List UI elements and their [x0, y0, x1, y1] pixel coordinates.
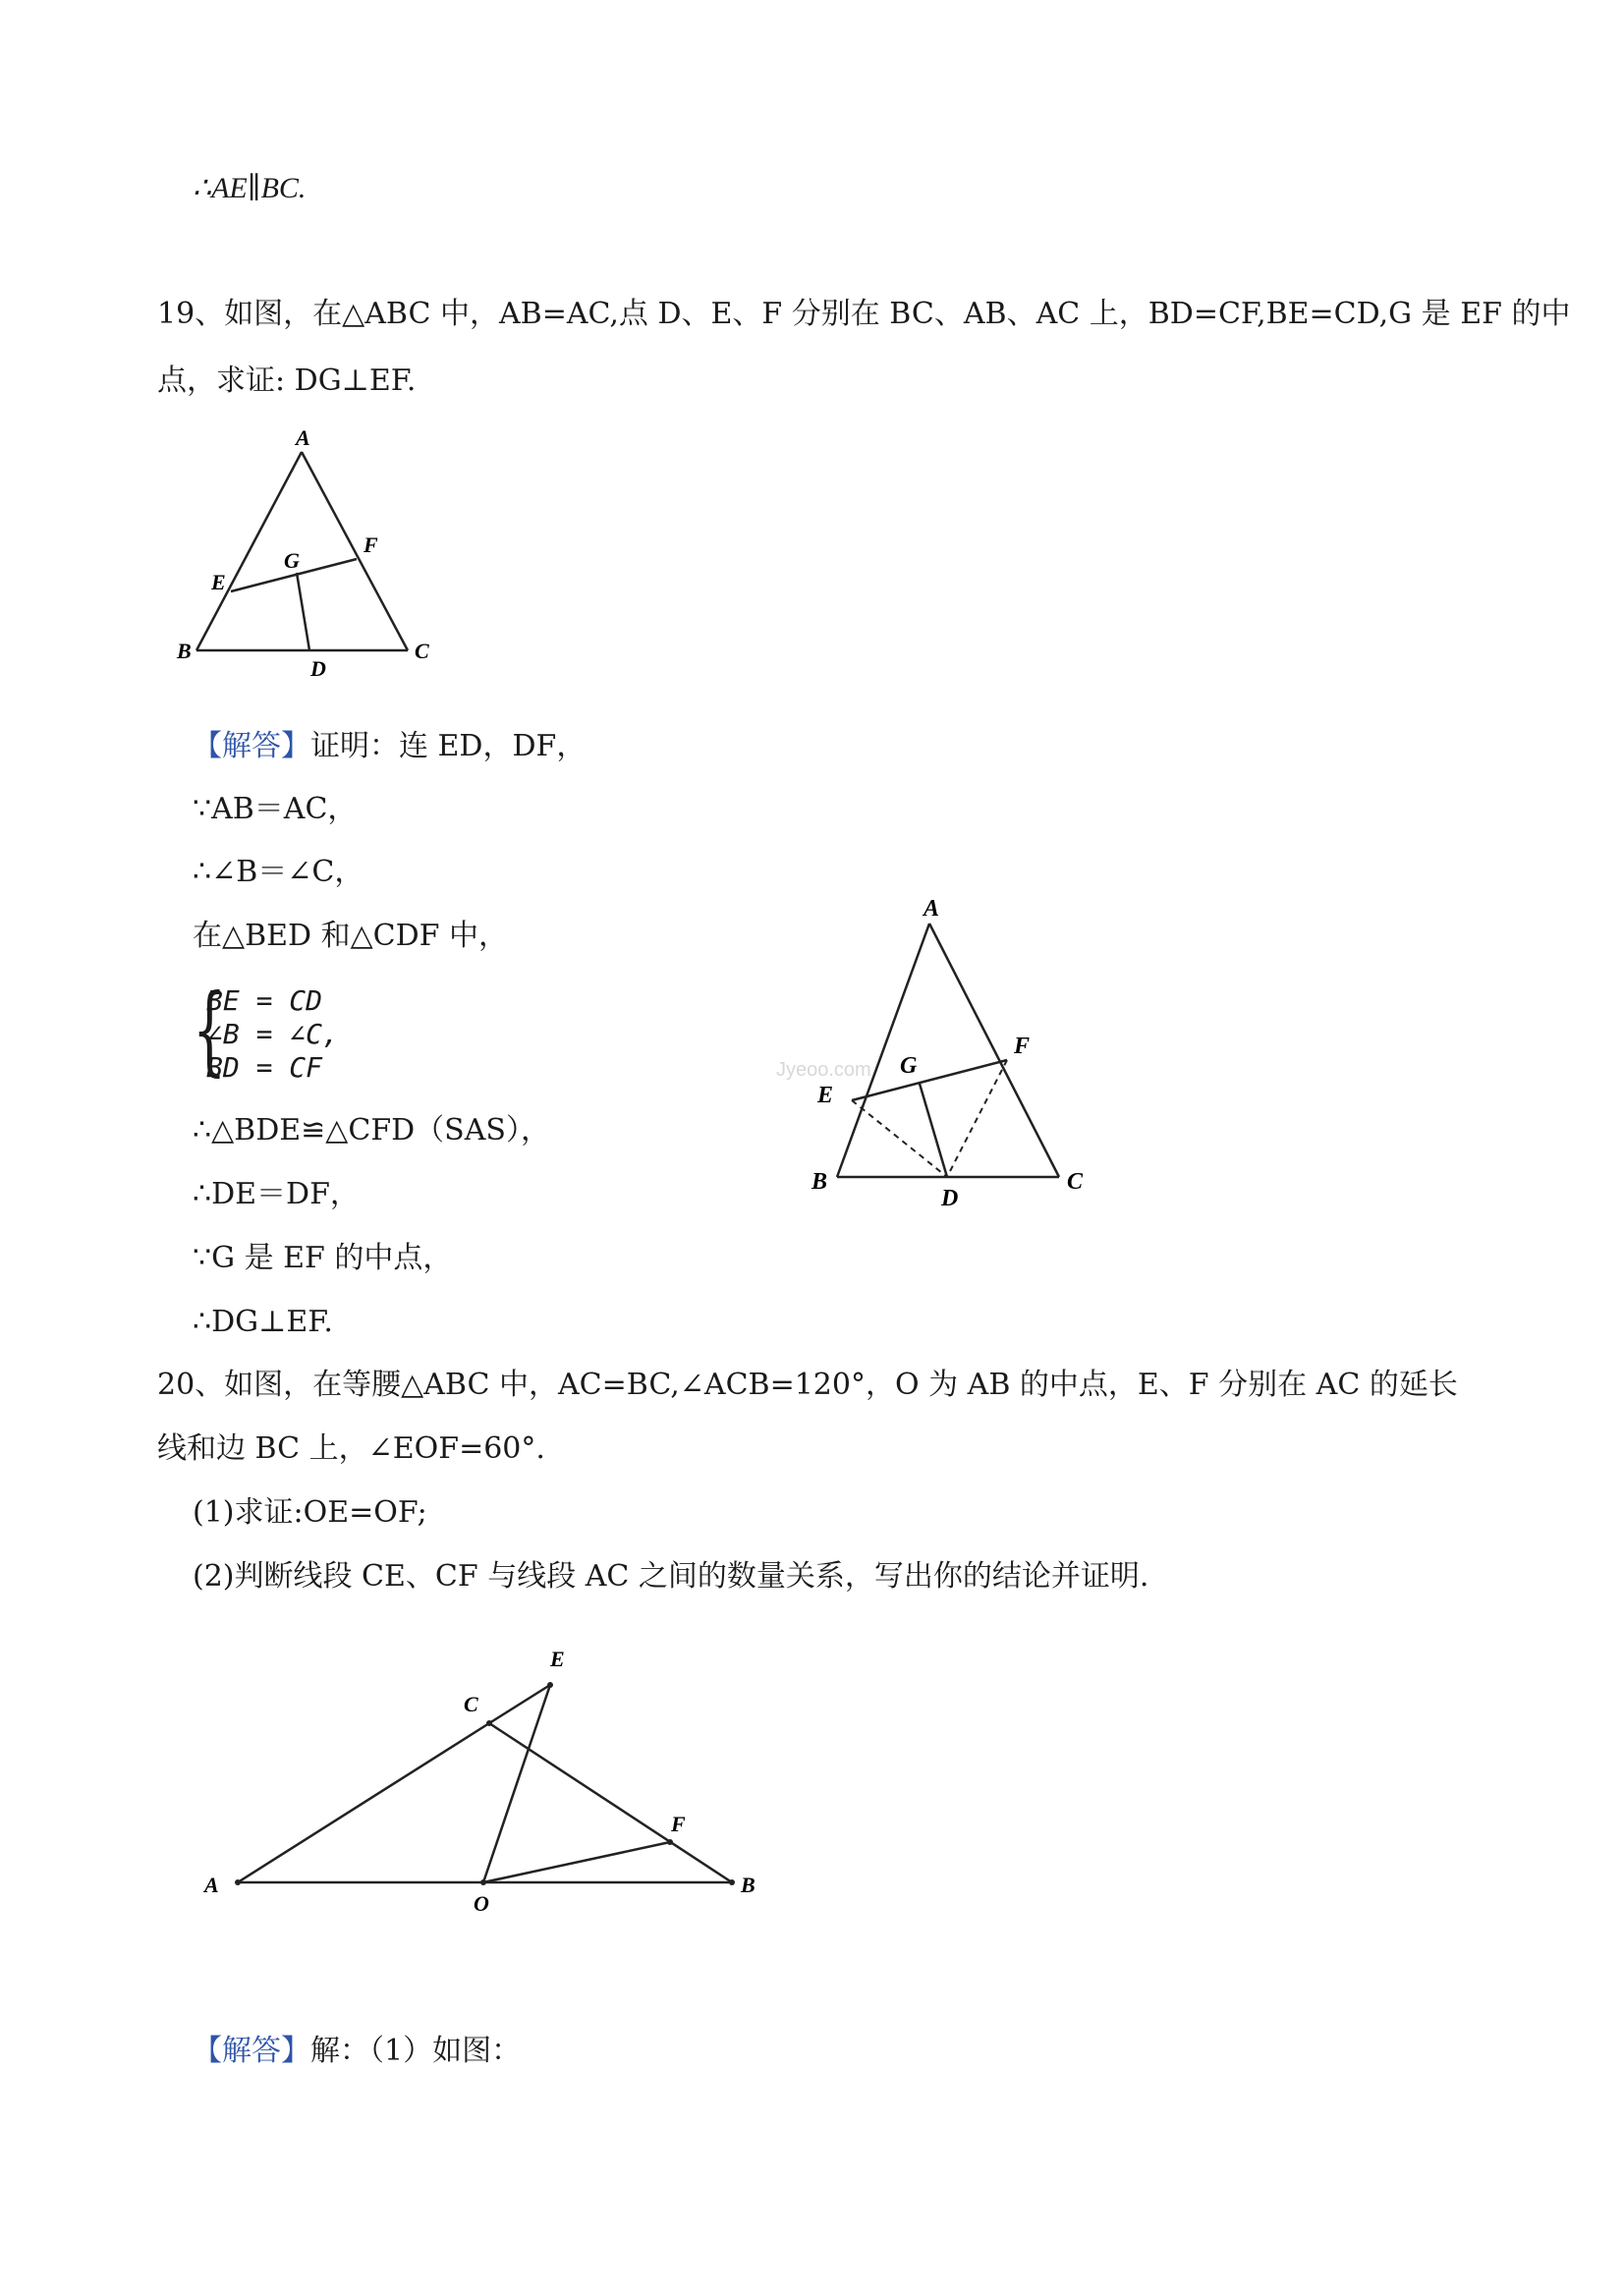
fig3-side-cb — [489, 1723, 732, 1882]
fig2-watermark: Jyeoo.com — [776, 1059, 871, 1081]
fig2-segment-ef — [852, 1060, 1007, 1100]
system-row-2: ∠B = ∠C, — [206, 1018, 339, 1050]
q20-stem-line1: 20、如图，在等腰△ABC 中，AC=BC,∠ACB=120°，O 为 AB 的中点，E、F 分别在 AC 的延长 — [157, 1368, 1458, 1402]
fig3-label-f: F — [671, 1812, 686, 1836]
fig1-label-d: D — [310, 656, 326, 681]
q20-answer-tag: 【解答】 — [193, 2034, 310, 2068]
fig3-extension-ce — [489, 1685, 550, 1723]
previous-conclusion: ∴AE∥BC. — [193, 172, 307, 204]
system-row-1: BE = CD — [206, 984, 323, 1017]
q19-answer-intro: 证明：连 ED，DF， — [310, 729, 587, 763]
fig3-label-o: O — [474, 1891, 489, 1916]
fig2-label-a: A — [923, 896, 940, 922]
q19-figure-1 — [157, 422, 452, 681]
fig3-label-e: E — [550, 1647, 565, 1671]
q19-answer-line — [193, 727, 586, 766]
fig3-segment-of — [483, 1842, 670, 1882]
q19-step-5: ∴DE＝DF， — [193, 1177, 360, 1211]
fig3-label-b: B — [741, 1873, 756, 1897]
fig3-segment-oe — [483, 1685, 550, 1882]
fig1-label-b: B — [177, 639, 192, 663]
q20-answer-line — [193, 2032, 521, 2071]
q19-step-4: ∴△BDE≌△CFD（SAS）， — [193, 1113, 550, 1148]
q19-step-1: ∵AB＝AC， — [193, 792, 358, 826]
q19-step-3: 在△BED 和△CDF 中， — [193, 919, 509, 953]
q20-stem-line2: 线和边 BC 上，∠EOF=60°. — [157, 1431, 545, 1466]
fig2-label-f: F — [1014, 1034, 1031, 1059]
q19-answer-tag: 【解答】 — [193, 729, 310, 763]
fig2-dashed-ed — [852, 1100, 947, 1177]
system-brace: { — [193, 975, 227, 1087]
system-row-3: BD = CF — [206, 1051, 323, 1084]
fig2-label-e: E — [817, 1083, 834, 1108]
fig2-segment-gd — [920, 1084, 947, 1177]
q19-figure-2 — [756, 884, 1084, 1211]
fig1-segment-gd — [297, 573, 309, 650]
q19-stem-line2: 点，求证: DG⊥EF. — [157, 364, 417, 398]
fig1-side-ac — [302, 452, 408, 650]
fig2-dashed-fd — [947, 1060, 1007, 1177]
q19-step-2: ∴∠B＝∠C， — [193, 855, 364, 889]
fig2-side-ab — [837, 924, 929, 1177]
q19-stem-line1: 19、如图，在△ABC 中，AB=AC,点 D、E、F 分别在 BC、AB、AC 上，BD=CF,BE=CD,G 是 EF 的中 — [157, 297, 1571, 331]
q20-part-1: (1)求证:OE=OF; — [193, 1495, 427, 1530]
fig1-label-a: A — [296, 425, 310, 450]
fig1-label-e: E — [211, 570, 226, 594]
q20-answer-text: 解：（1）如图： — [310, 2034, 522, 2068]
fig2-label-d: D — [941, 1186, 959, 1211]
fig2-label-b: B — [812, 1169, 828, 1195]
q19-step-7: ∴DG⊥EF. — [193, 1305, 333, 1339]
fig3-label-a: A — [204, 1873, 219, 1897]
q19-step-6: ∵G 是 EF 的中点， — [193, 1241, 453, 1275]
fig1-label-c: C — [415, 639, 429, 663]
fig2-side-ac — [929, 924, 1059, 1177]
q20-part-2: (2)判断线段 CE、CF 与线段 AC 之间的数量关系，写出你的结论并证明. — [193, 1559, 1149, 1594]
fig3-side-ac — [238, 1723, 489, 1882]
fig2-label-c: C — [1067, 1169, 1084, 1195]
q20-figure — [196, 1641, 786, 1916]
fig1-label-g: G — [284, 548, 300, 573]
fig1-label-f: F — [364, 532, 378, 557]
fig2-label-g: G — [900, 1053, 918, 1079]
fig3-label-c: C — [464, 1692, 478, 1716]
